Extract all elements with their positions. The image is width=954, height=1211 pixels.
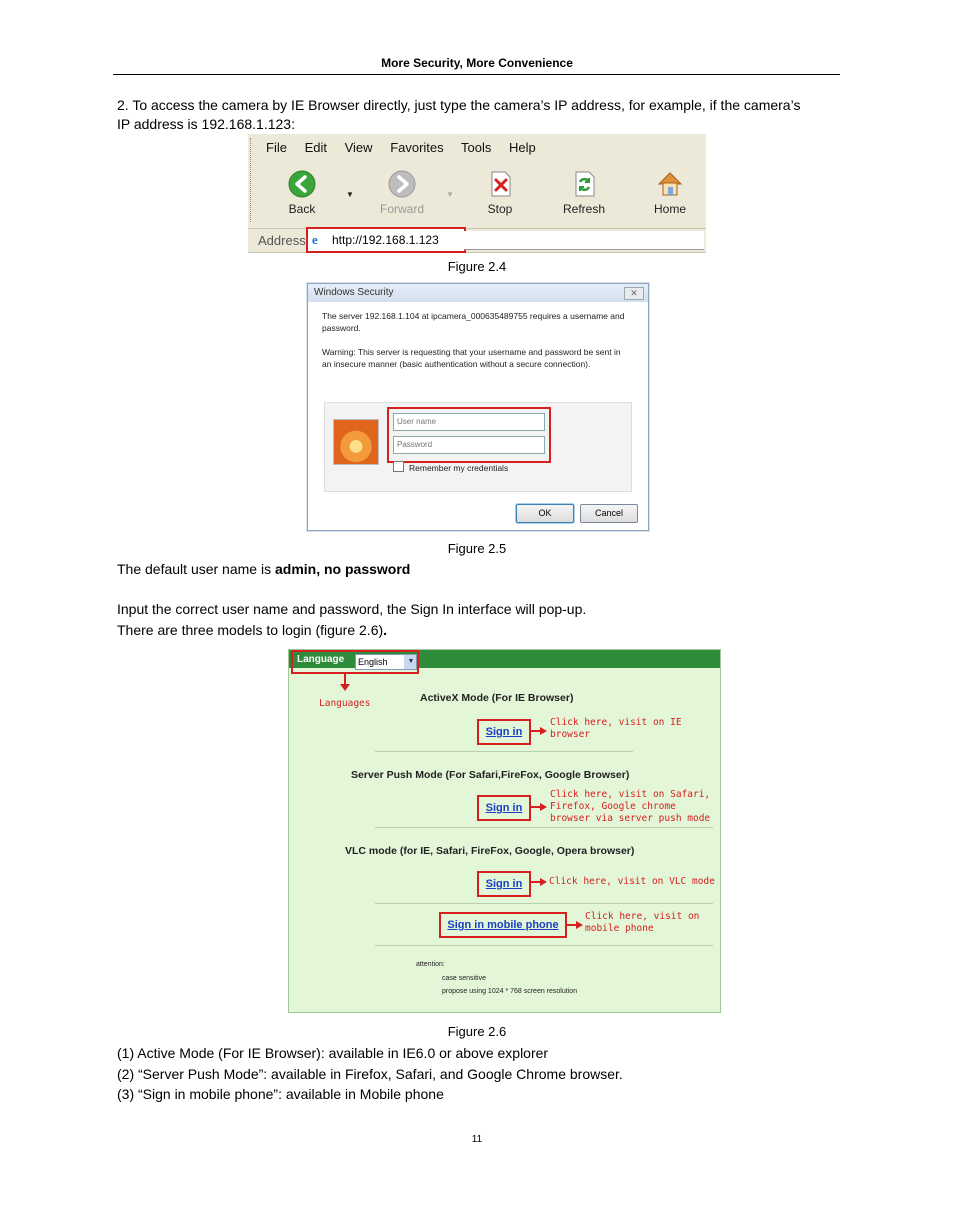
activex-note-line-2: browser bbox=[550, 729, 591, 740]
home-button[interactable] bbox=[640, 170, 700, 216]
back-label: Back bbox=[288, 202, 316, 216]
checkbox-box bbox=[393, 461, 404, 472]
server-push-note-line-2: Firefox, Google chrome bbox=[550, 801, 676, 812]
menu-help[interactable]: Help bbox=[509, 140, 536, 155]
vlc-sign-in-link[interactable]: Sign in bbox=[477, 871, 531, 897]
mobile-note-line-2: mobile phone bbox=[585, 923, 654, 934]
mobile-sign-in-link[interactable]: Sign in mobile phone bbox=[439, 912, 567, 938]
dialog-warning: Warning: This server is requesting that your username and password be sent in an insecure manner (basic authentication without a secure connection). bbox=[322, 347, 621, 369]
language-highlight bbox=[291, 650, 419, 674]
ie-page-icon bbox=[311, 232, 325, 246]
activex-note-line-1: Click here, visit on IE bbox=[550, 717, 682, 728]
refresh-icon bbox=[570, 170, 598, 198]
server-push-arrow-head bbox=[540, 803, 547, 811]
header-rule bbox=[113, 74, 840, 75]
note-3: (3) “Sign in mobile phone”: available in Mobile phone bbox=[117, 1086, 444, 1102]
server-push-mode-title: Server Push Mode (For Safari,FireFox, Google Browser) bbox=[351, 769, 630, 781]
page-number: 11 bbox=[471, 1134, 483, 1145]
back-dropdown-icon[interactable]: ▼ bbox=[346, 190, 354, 199]
back-arrow-icon bbox=[288, 170, 316, 198]
default-user-prefix: The default user name is bbox=[117, 561, 275, 577]
close-icon[interactable]: ✕ bbox=[624, 287, 644, 300]
stop-icon bbox=[486, 170, 514, 198]
menu-favorites[interactable]: Favorites bbox=[390, 140, 444, 155]
url-field-remainder[interactable] bbox=[464, 231, 704, 250]
stop-button[interactable] bbox=[470, 170, 530, 216]
models-period: . bbox=[383, 622, 388, 638]
intro-line-2: IP address is 192.168.1.123: bbox=[117, 116, 295, 132]
language-value: English bbox=[358, 657, 388, 667]
toolbar-grip bbox=[250, 138, 254, 222]
attention-line-1: case sensitive bbox=[442, 975, 486, 982]
username-field[interactable]: User name bbox=[393, 413, 545, 431]
home-label: Home bbox=[653, 202, 686, 216]
divider bbox=[375, 751, 633, 752]
url-field-highlighted[interactable] bbox=[306, 227, 466, 253]
credential-panel bbox=[324, 402, 632, 492]
activex-note bbox=[550, 717, 682, 741]
languages-note: Languages bbox=[319, 698, 371, 709]
server-push-note-line-1: Click here, visit on Safari, bbox=[550, 789, 711, 800]
server-push-note-line-3: browser via server push mode bbox=[550, 813, 711, 824]
cancel-button[interactable]: Cancel bbox=[580, 504, 638, 523]
note-1: (1) Active Mode (For IE Browser): available in IE6.0 or above explorer bbox=[117, 1045, 549, 1061]
figure-2-6-caption: Figure 2.6 bbox=[447, 1024, 507, 1039]
dialog-title: Windows Security bbox=[308, 284, 648, 302]
attention-title: attention: bbox=[416, 961, 445, 968]
models-line bbox=[117, 620, 387, 640]
dialog-message: The server 192.168.1.104 at ipcamera_000635489755 requires a username and password. bbox=[322, 311, 625, 333]
divider bbox=[375, 903, 713, 904]
home-icon bbox=[656, 170, 684, 198]
menu-tools[interactable]: Tools bbox=[461, 140, 492, 155]
mobile-note bbox=[585, 911, 699, 935]
ie-toolbar-figure bbox=[248, 134, 706, 253]
svg-text:e: e bbox=[312, 232, 318, 246]
remember-label: Remember my credentials bbox=[409, 463, 509, 473]
page-header: More Security, More Convenience bbox=[381, 56, 573, 70]
figure-2-4-caption: Figure 2.4 bbox=[447, 259, 507, 274]
forward-button[interactable] bbox=[372, 170, 432, 216]
language-label: Language bbox=[297, 654, 345, 665]
vlc-mode-title: VLC mode (for IE, Safari, FireFox, Google, Opera browser) bbox=[345, 845, 635, 857]
divider bbox=[375, 827, 713, 828]
windows-security-dialog bbox=[307, 283, 649, 531]
url-text: http://192.168.1.123 bbox=[332, 233, 439, 247]
forward-arrow-icon bbox=[388, 170, 416, 198]
forward-label: Forward bbox=[379, 202, 424, 216]
mobile-note-line-1: Click here, visit on bbox=[585, 911, 700, 922]
attention-line-2: propose using 1024 * 768 screen resolution bbox=[442, 988, 578, 995]
menu-file[interactable]: File bbox=[266, 140, 287, 155]
remember-checkbox[interactable] bbox=[393, 461, 508, 473]
input-line: Input the correct user name and password, the Sign In interface will pop-up. bbox=[117, 601, 587, 617]
user-avatar bbox=[333, 419, 379, 465]
vlc-note: Click here, visit on VLC mode bbox=[549, 876, 715, 887]
language-select[interactable] bbox=[355, 654, 417, 670]
address-label: Address bbox=[258, 233, 306, 248]
back-button[interactable] bbox=[272, 170, 332, 216]
vlc-arrow-head bbox=[540, 878, 547, 886]
address-bar bbox=[248, 228, 706, 251]
password-field[interactable]: Password bbox=[393, 436, 545, 454]
forward-dropdown-icon[interactable]: ▼ bbox=[446, 190, 454, 199]
figure-2-5-caption: Figure 2.5 bbox=[447, 541, 507, 556]
sign-in-page-figure bbox=[288, 649, 721, 1013]
activex-arrow-head bbox=[540, 727, 547, 735]
default-user-line bbox=[117, 559, 410, 579]
menu-view[interactable]: View bbox=[344, 140, 373, 155]
note-2: (2) “Server Push Mode”: available in Firefox, Safari, and Google Chrome browser. bbox=[117, 1066, 623, 1082]
activex-sign-in-link[interactable]: Sign in bbox=[477, 719, 531, 745]
refresh-label: Refresh bbox=[562, 202, 606, 216]
intro-line-1: 2. To access the camera by IE Browser directly, just type the camera’s IP address, for example, if the camera’s bbox=[117, 97, 801, 113]
refresh-button[interactable] bbox=[554, 170, 614, 216]
chevron-down-icon: ▼ bbox=[404, 655, 416, 669]
server-push-sign-in-link[interactable]: Sign in bbox=[477, 795, 531, 821]
ok-button[interactable]: OK bbox=[516, 504, 574, 523]
models-text: There are three models to login (figure 2.6) bbox=[117, 622, 384, 638]
divider bbox=[375, 945, 713, 946]
mobile-arrow-head bbox=[576, 921, 583, 929]
menu-edit[interactable]: Edit bbox=[304, 140, 327, 155]
server-push-note bbox=[550, 789, 710, 825]
activex-mode-title: ActiveX Mode (For IE Browser) bbox=[420, 692, 574, 704]
default-user-credentials: admin, no password bbox=[274, 561, 411, 577]
ie-menu-bar bbox=[266, 140, 550, 155]
stop-label: Stop bbox=[487, 202, 513, 216]
languages-arrow-head bbox=[340, 684, 350, 691]
